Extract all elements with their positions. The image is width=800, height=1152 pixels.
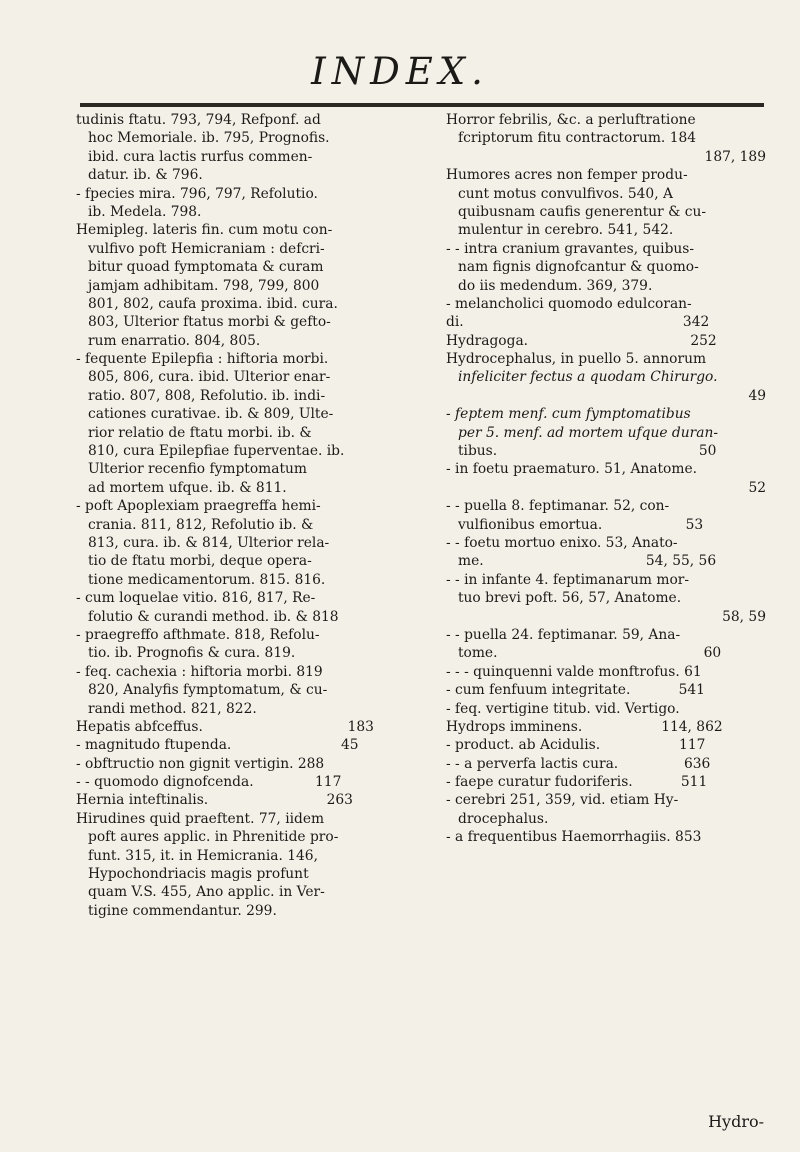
index-entry-line: Humores acres non femper produ- bbox=[446, 167, 688, 184]
index-entry-line: Horror febrilis, &c. a perluftratione bbox=[446, 112, 696, 128]
index-entry-line: randi method. 821, 822. bbox=[88, 700, 257, 717]
index-entry-line: tibus. 50 bbox=[458, 443, 717, 460]
index-entry-line: - - puella 24. feptimanar. 59, Ana- bbox=[446, 626, 681, 643]
index-entry-line: vulfivo poft Hemicraniam : defcri- bbox=[88, 240, 325, 257]
index-entry-line: - melancholici quomodo edulcoran- bbox=[446, 295, 692, 312]
index-entry-line: 805, 806, cura. ibid. Ulterior enar- bbox=[88, 369, 331, 386]
index-entry-line: Hirudines quid praeftent. 77, iidem bbox=[76, 810, 325, 827]
catchword: Hydro- bbox=[708, 1112, 764, 1131]
index-entry-line: me. 54, 55, 56 bbox=[458, 553, 717, 570]
index-entry-line: tione medicamentorum. 815. 816. bbox=[88, 571, 326, 588]
index-entry-line: - magnitudo ftupenda. 45 bbox=[76, 737, 359, 754]
index-entry-line: Hernia inteftinalis. 263 bbox=[76, 792, 353, 809]
index-entry-line: drocephalus. bbox=[458, 810, 549, 827]
index-entry-line: Hydrops imminens. 114, 862 bbox=[446, 718, 723, 735]
index-column-right bbox=[446, 111, 766, 847]
index-entry-line: - - intra cranium gravantes, quibus- bbox=[446, 240, 695, 257]
index-entry-line: tome. 60 bbox=[458, 645, 722, 662]
index-entry-line: poft aures applic. in Phrenitide pro- bbox=[88, 829, 339, 846]
index-entry-line: - a frequentibus Haemorrhagiis. 853 bbox=[446, 829, 702, 846]
index-entry-line: - obftructio non gignit vertigin. 288 bbox=[76, 755, 325, 772]
index-entry-line: hoc Memoriale. ib. 795, Prognofis. bbox=[88, 130, 330, 147]
index-entry-line: Hydragoga. 252 bbox=[446, 332, 717, 349]
index-entry-line: 803, Ulterior ftatus morbi & gefto- bbox=[88, 314, 331, 331]
index-entry-line: - cerebri 251, 359, vid. etiam Hy- bbox=[446, 792, 679, 809]
index-entry-line: - faepe curatur fudoriferis. 511 bbox=[446, 774, 708, 791]
index-entry-line: 58, 59 bbox=[722, 608, 766, 625]
index-entry-line: 52 bbox=[748, 479, 766, 496]
index-entry-line: 187, 189 bbox=[704, 148, 766, 165]
header-rule bbox=[80, 103, 764, 107]
index-entry-line: nam fignis dignofcantur & quomo- bbox=[458, 259, 699, 276]
index-entry-line: - - - quinquenni valde monftrofus. 61 bbox=[446, 663, 702, 680]
index-entry-line: tuo brevi poft. 56, 57, Anatome. bbox=[458, 590, 682, 607]
index-entry-line: bitur quoad fymptomata & curam bbox=[88, 259, 324, 276]
index-entry-line: tio de ftatu morbi, deque opera- bbox=[88, 553, 312, 570]
index-entry-line: - feq. vertigine titub. vid. Vertigo. bbox=[446, 700, 680, 717]
index-entry-line: - - quomodo dignofcenda. 117 bbox=[76, 774, 342, 791]
index-entry-line: - fequente Epilepfia : hiftoria morbi. bbox=[76, 351, 329, 368]
index-entry-line: 820, Analyfis fymptomatum, & cu- bbox=[88, 682, 328, 699]
index-entry-line: Ulterior recenfio fymptomatum bbox=[88, 461, 307, 478]
index-entry-line: - product. ab Acidulis. 117 bbox=[446, 737, 706, 754]
index-entry-line: tio. ib. Prognofis & cura. 819. bbox=[88, 645, 296, 662]
index-entry-line: quam V.S. 455, Ano applic. in Ver- bbox=[88, 884, 325, 901]
index-entry-line: - poft Apoplexiam praegreffa hemi- bbox=[76, 498, 321, 515]
index-entry-line: quibusnam caufis generentur & cu- bbox=[458, 203, 707, 220]
index-entry-line: infeliciter fectus a quodam Chirurgo. bbox=[458, 369, 718, 386]
index-entry-line: rior relatio de ftatu morbi. ib. & bbox=[88, 424, 312, 441]
index-entry-line: ad mortem ufque. ib. & 811. bbox=[88, 479, 287, 496]
index-entry-line: jamjam adhibitam. 798, 799, 800 bbox=[88, 277, 320, 294]
index-entry-line: mulentur in cerebro. 541, 542. bbox=[458, 222, 674, 239]
index-entry-line: tigine commendantur. 299. bbox=[88, 902, 277, 919]
index-column-left bbox=[76, 111, 440, 920]
index-entry-line: - fpecies mira. 796, 797, Refolutio. bbox=[76, 185, 318, 202]
index-entry-line: cunt motus convulfivos. 540, A bbox=[458, 185, 673, 202]
index-entry-line: 49 bbox=[748, 387, 766, 404]
index-entry-line: cationes curativae. ib. & 809, Ulte- bbox=[88, 406, 334, 423]
index-entry-line: datur. ib. & 796. bbox=[88, 167, 203, 184]
index-entry-line: - cum fenfuum integritate. 541 bbox=[446, 682, 705, 699]
index-entry-line: Hydrocephalus, in puello 5. annorum bbox=[446, 351, 707, 368]
index-entry-line: ratio. 807, 808, Refolutio. ib. indi- bbox=[88, 387, 326, 404]
index-entry-line: per 5. menf. ad mortem ufque duran- bbox=[458, 424, 718, 441]
index-entry-line: - - foetu mortuo enixo. 53, Anato- bbox=[446, 534, 678, 551]
index-entry-line: - - in infante 4. feptimanarum mor- bbox=[446, 571, 690, 588]
index-entry-line: funt. 315, it. in Hemicrania. 146, bbox=[88, 847, 318, 864]
index-entry-line: 810, cura Epilepfiae fuperventae. ib. bbox=[88, 443, 345, 460]
index-entry-line: ibid. cura lactis rurfus commen- bbox=[88, 148, 313, 165]
page-title: INDEX. bbox=[311, 50, 489, 93]
index-entry-line: - cum loquelae vitio. 816, 817, Re- bbox=[76, 590, 316, 607]
index-entry-line: - feptem menf. cum fymptomatibus bbox=[446, 406, 691, 423]
index-entry-line: Hypochondriacis magis profunt bbox=[88, 866, 309, 883]
index-entry-line: - feq. cachexia : hiftoria morbi. 819 bbox=[76, 663, 323, 680]
index-entry-line: - in foetu praematuro. 51, Anatome. bbox=[446, 461, 697, 478]
index-entry-line: ib. Medela. 798. bbox=[88, 203, 202, 220]
index-entry-line: - - puella 8. feptimanar. 52, con- bbox=[446, 498, 670, 515]
index-entry-line: tudinis ftatu. 793, 794, Refponf. ad bbox=[76, 112, 321, 128]
index-entry-line: crania. 811, 812, Refolutio ib. & bbox=[88, 516, 314, 533]
index-entry-line: do iis medendum. 369, 379. bbox=[458, 277, 653, 294]
index-entry-line: fcriptorum fitu contractorum. 184 bbox=[458, 130, 697, 147]
index-entry-line: - praegreffo afthmate. 818, Refolu- bbox=[76, 626, 320, 643]
index-entry-line: - - a perverfa lactis cura. 636 bbox=[446, 755, 711, 772]
index-entry-line: di. 342 bbox=[446, 314, 710, 331]
index-entry-line: vulfionibus emortua. 53 bbox=[458, 516, 704, 533]
index-entry-line: 813, cura. ib. & 814, Ulterior rela- bbox=[88, 534, 330, 551]
index-entry-line: folutio & curandi method. ib. & 818 bbox=[88, 608, 339, 625]
index-entry-line: Hemipleg. lateris fin. cum motu con- bbox=[76, 222, 333, 239]
index-entry-line: 801, 802, caufa proxima. ibid. cura. bbox=[88, 295, 338, 312]
index-entry-line: rum enarratio. 804, 805. bbox=[88, 332, 261, 349]
index-entry-line: Hepatis abfceffus. 183 bbox=[76, 718, 374, 735]
